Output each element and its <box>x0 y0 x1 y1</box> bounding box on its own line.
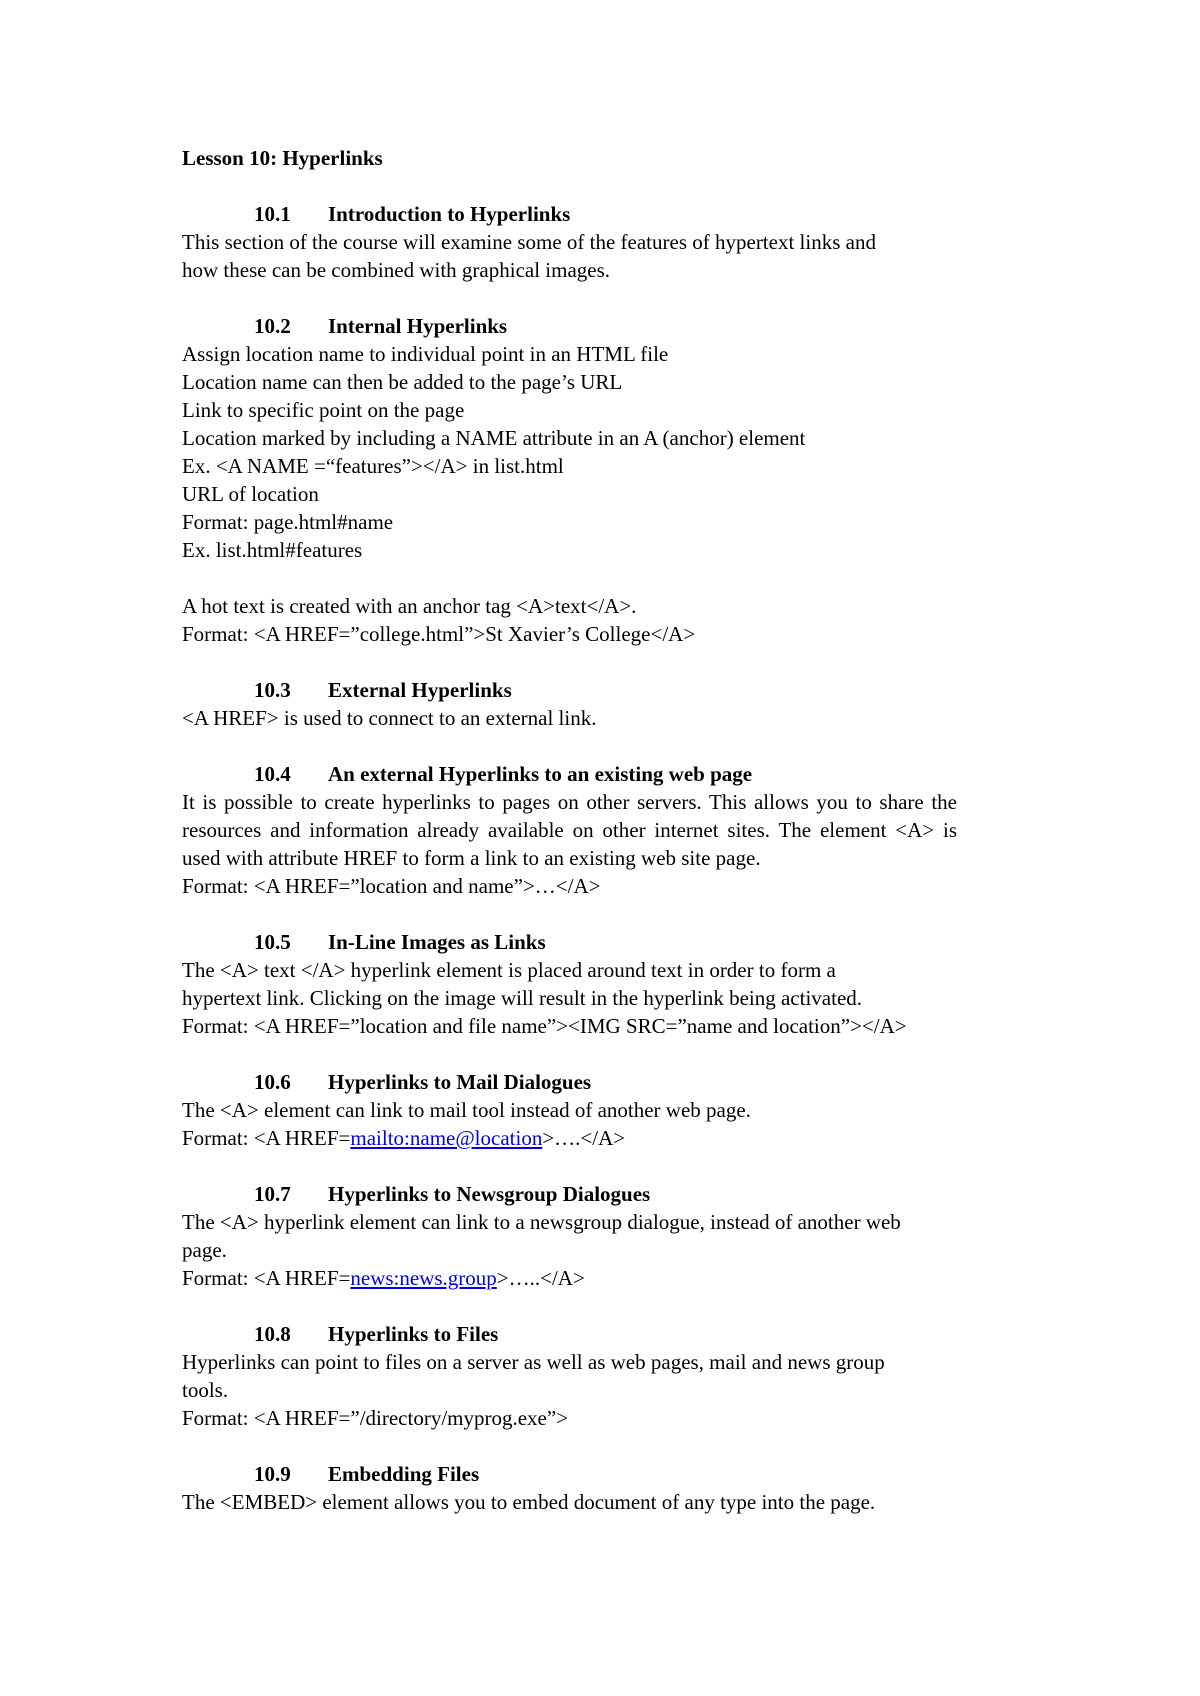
section-number: 10.5 <box>254 930 291 954</box>
section-10-8 <box>182 1320 1062 1432</box>
body-line: tools. <box>182 1378 229 1402</box>
section-title: Embedding Files <box>328 1462 480 1486</box>
section-title: Internal Hyperlinks <box>328 314 508 338</box>
body-line: Ex. <A NAME =“features”></A> in list.html <box>182 454 564 478</box>
lesson-title: Lesson 10: Hyperlinks <box>182 146 383 170</box>
format-prefix: Format: <A HREF= <box>182 1266 351 1290</box>
body-line: hypertext link. Clicking on the image will result in the hyperlink being activated. <box>182 986 863 1010</box>
body-line: Link to specific point on the page <box>182 398 465 422</box>
section-number: 10.6 <box>254 1070 291 1094</box>
body-line: <A HREF> is used to connect to an external link. <box>182 706 597 730</box>
body-line: The <A> hyperlink element can link to a newsgroup dialogue, instead of another web <box>182 1210 901 1234</box>
section-10-3 <box>182 676 1062 732</box>
body-line: Location name can then be added to the page’s URL <box>182 370 623 394</box>
section-number: 10.9 <box>254 1462 291 1486</box>
mailto-link[interactable]: mailto:name@location <box>350 1126 543 1150</box>
section-number: 10.3 <box>254 678 291 702</box>
section-heading <box>182 312 1062 340</box>
section-heading <box>182 676 1062 704</box>
news-link[interactable]: news:news.group <box>350 1266 497 1290</box>
format-line: Format: <A HREF=”location and name”>…</A> <box>182 874 601 898</box>
body-line: page. <box>182 1238 227 1262</box>
section-10-9 <box>182 1460 1062 1516</box>
body-line: The <EMBED> element allows you to embed document of any type into the page. <box>182 1490 876 1514</box>
body-line: The <A> text </A> hyperlink element is placed around text in order to form a <box>182 958 836 982</box>
format-line <box>182 1124 1062 1152</box>
section-number: 10.8 <box>254 1322 291 1346</box>
body-line: Format: <A HREF=”college.html”>St Xavier’s College</A> <box>182 622 696 646</box>
section-heading <box>182 1068 1062 1096</box>
body-line: Format: page.html#name <box>182 510 394 534</box>
body-line: Location marked by including a NAME attribute in an A (anchor) element <box>182 426 806 450</box>
section-heading <box>182 200 1062 228</box>
body-line: URL of location <box>182 482 319 506</box>
format-line: Format: <A HREF=”/directory/myprog.exe”> <box>182 1406 569 1430</box>
section-heading <box>182 928 1062 956</box>
section-title: Hyperlinks to Newsgroup Dialogues <box>328 1182 651 1206</box>
format-line: Format: <A HREF=”location and file name”><IMG SRC=”name and location”></A> <box>182 1014 907 1038</box>
section-heading <box>182 760 1062 788</box>
body-line: how these can be combined with graphical images. <box>182 258 611 282</box>
body-line: This section of the course will examine some of the features of hypertext links and <box>182 230 876 254</box>
section-10-6 <box>182 1068 1062 1152</box>
section-10-4 <box>182 760 1062 900</box>
section-title: An external Hyperlinks to an existing web page <box>328 762 753 786</box>
section-10-7 <box>182 1180 1062 1292</box>
section-10-1 <box>182 200 1062 284</box>
section-number: 10.2 <box>254 314 291 338</box>
format-suffix: >….</A> <box>542 1126 626 1150</box>
body-paragraph: It is possible to create hyperlinks to pages on other servers. This allows you to share the resources and information already available on other internet sites. The element <A> is used with attribute HREF to form a link to an existing web site page. <box>182 790 957 870</box>
body-line: Assign location name to individual point in an HTML file <box>182 342 669 366</box>
format-prefix: Format: <A HREF= <box>182 1126 351 1150</box>
section-title: External Hyperlinks <box>328 678 512 702</box>
document-page <box>182 144 1062 1516</box>
section-heading <box>182 1320 1062 1348</box>
body-line: The <A> element can link to mail tool instead of another web page. <box>182 1098 751 1122</box>
section-number: 10.4 <box>254 762 291 786</box>
section-10-2 <box>182 312 1062 648</box>
paragraph-gap <box>182 564 1062 592</box>
body-line: A hot text is created with an anchor tag <A>text</A>. <box>182 594 637 618</box>
section-10-5 <box>182 928 1062 1040</box>
section-number: 10.1 <box>254 202 291 226</box>
section-title: Hyperlinks to Mail Dialogues <box>328 1070 592 1094</box>
section-title: Introduction to Hyperlinks <box>328 202 571 226</box>
format-suffix: >…..</A> <box>496 1266 585 1290</box>
body-line: Ex. list.html#features <box>182 538 363 562</box>
section-heading <box>182 1460 1062 1488</box>
section-title: Hyperlinks to Files <box>328 1322 499 1346</box>
section-number: 10.7 <box>254 1182 291 1206</box>
format-line <box>182 1264 1062 1292</box>
section-title: In-Line Images as Links <box>328 930 546 954</box>
body-line: Hyperlinks can point to files on a server as well as web pages, mail and news group <box>182 1350 885 1374</box>
section-heading <box>182 1180 1062 1208</box>
